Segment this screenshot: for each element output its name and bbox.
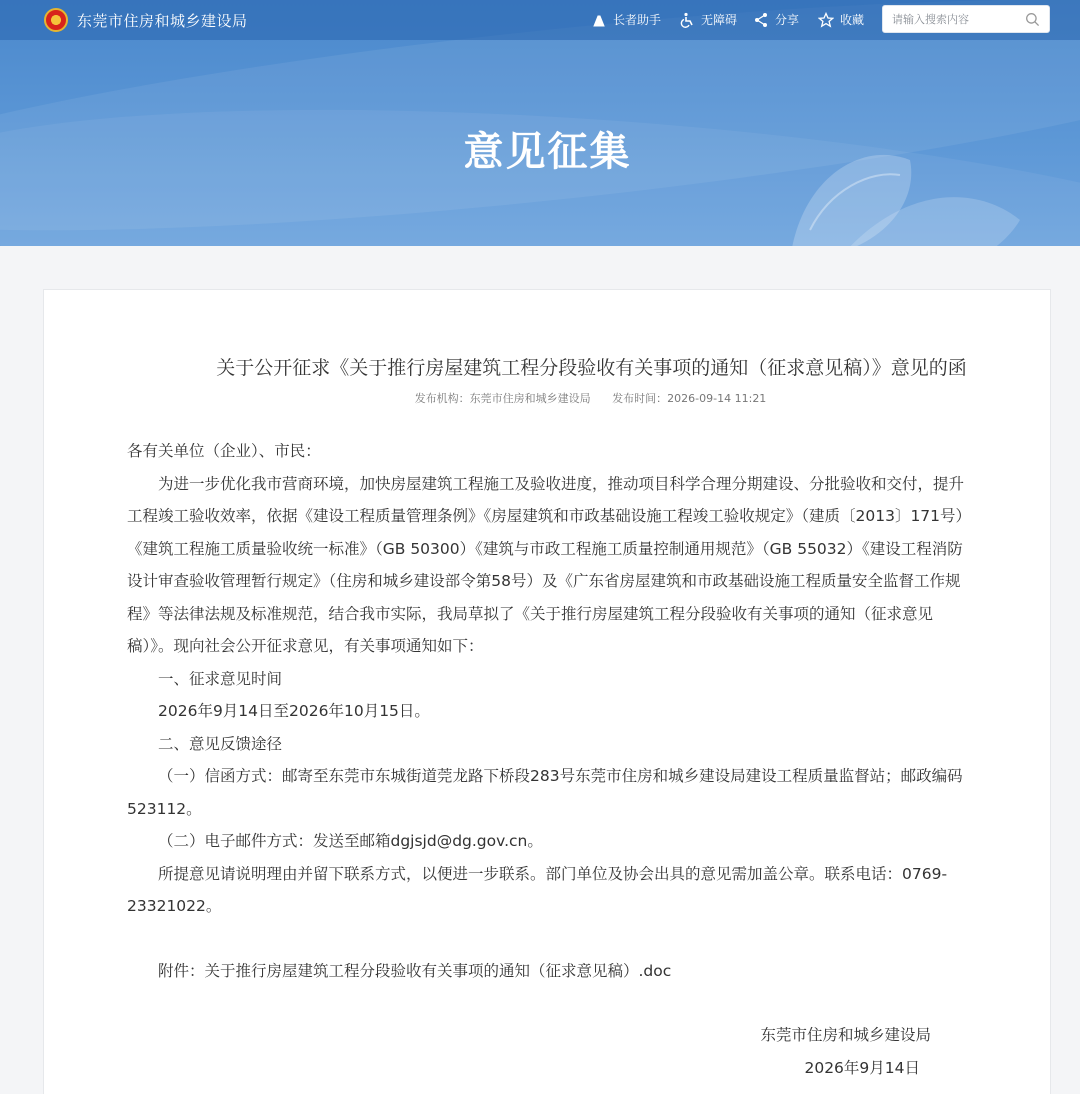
search-icon[interactable] — [1025, 12, 1040, 27]
paragraph-gap-2 — [127, 987, 969, 1019]
search-input[interactable] — [892, 13, 1022, 26]
paragraph-gap — [127, 923, 969, 955]
elder-assistant-icon — [591, 12, 607, 28]
favorite-button[interactable] — [818, 11, 864, 28]
section-1-text: 2026年9月14日至2026年10月15日。 — [158, 702, 430, 720]
accessibility-button[interactable] — [679, 11, 737, 28]
article-publish-time: 发布时间：2026-09-14 11:21 — [612, 392, 767, 405]
header-banner — [0, 0, 1080, 246]
site-name: 东莞市住房和城乡建设局 — [77, 11, 248, 30]
article-publisher: 发布机构：东莞市住房和城乡建设局 — [414, 392, 591, 405]
national-emblem-icon — [44, 8, 68, 32]
accessibility-label: 无障碍 — [701, 13, 738, 27]
article-body — [127, 435, 969, 1084]
article-intro: 为进一步优化我市营商环境，加快房屋建筑工程施工及验收进度，推动项目科学合理分期建设、分批验收和交付，提升工程竣工验收效率，依据《建设工程质量管理条例》《房屋建筑和市政基础设施工程竣工验收规定》（建质〔2013〕171号）《建筑工程施工质量验收统一标准》（GB 50300）《建筑与市政工程施工质量控制通用规范》（GB 55032）《建设工程消防设计审查验收管理暂行规定》（住房和城乡建设部令第58号）及《广东省房屋建筑和市政基础设施工程质量安全监督工作规程》等法律法规及标准规范，结合我市实际，我局草拟了《关于推行房屋建筑工程分段验收有关事项的通知（征求意见稿）》。现向社会公开征求意见，有关事项通知如下： — [127, 474, 965, 655]
article-attachment[interactable]: 附件：关于推行房屋建筑工程分段验收有关事项的通知（征求意见稿）.doc — [158, 961, 672, 980]
share-icon — [753, 12, 769, 28]
banner-title: 意见征集 — [463, 129, 632, 175]
article-card — [43, 289, 1051, 1094]
article-meta — [44, 390, 1080, 406]
share-button[interactable] — [753, 11, 799, 28]
favorite-label: 收藏 — [840, 13, 865, 27]
section-2-mail: （一）信函方式：邮寄至东莞市东城街道莞龙路下桥段283号东莞市住房和城乡建设局建设工程质量监督站；邮政编码523112。 — [127, 767, 963, 818]
elder-assistant-label: 长者助手 — [613, 13, 662, 27]
article-salutation: 各有关单位（企业）、市民： — [127, 442, 321, 460]
star-icon — [818, 12, 834, 28]
section-2-email: （二）电子邮件方式：发送至邮箱dgjsjd@dg.gov.cn。 — [158, 832, 543, 850]
signature-organization: 东莞市住房和城乡建设局 — [760, 1026, 931, 1044]
elder-assistant-button[interactable] — [591, 11, 661, 28]
article-note: 所提意见请说明理由并留下联系方式，以便进一步联系。部门单位及协会出具的意见需加盖公章。联系电话：0769-23321022。 — [127, 864, 948, 915]
section-1-heading: 一、征求意见时间 — [158, 669, 283, 688]
site-logo[interactable] — [44, 8, 248, 32]
signature-date: 2026年9月14日 — [804, 1058, 920, 1077]
section-2-heading: 二、意见反馈途径 — [158, 734, 283, 753]
share-label: 分享 — [775, 13, 800, 27]
article-title: 关于公开征求《关于推行房屋建筑工程分段验收有关事项的通知（征求意见稿）》意见的函 — [216, 357, 967, 379]
search-box — [882, 5, 1050, 33]
accessibility-icon — [679, 12, 695, 28]
